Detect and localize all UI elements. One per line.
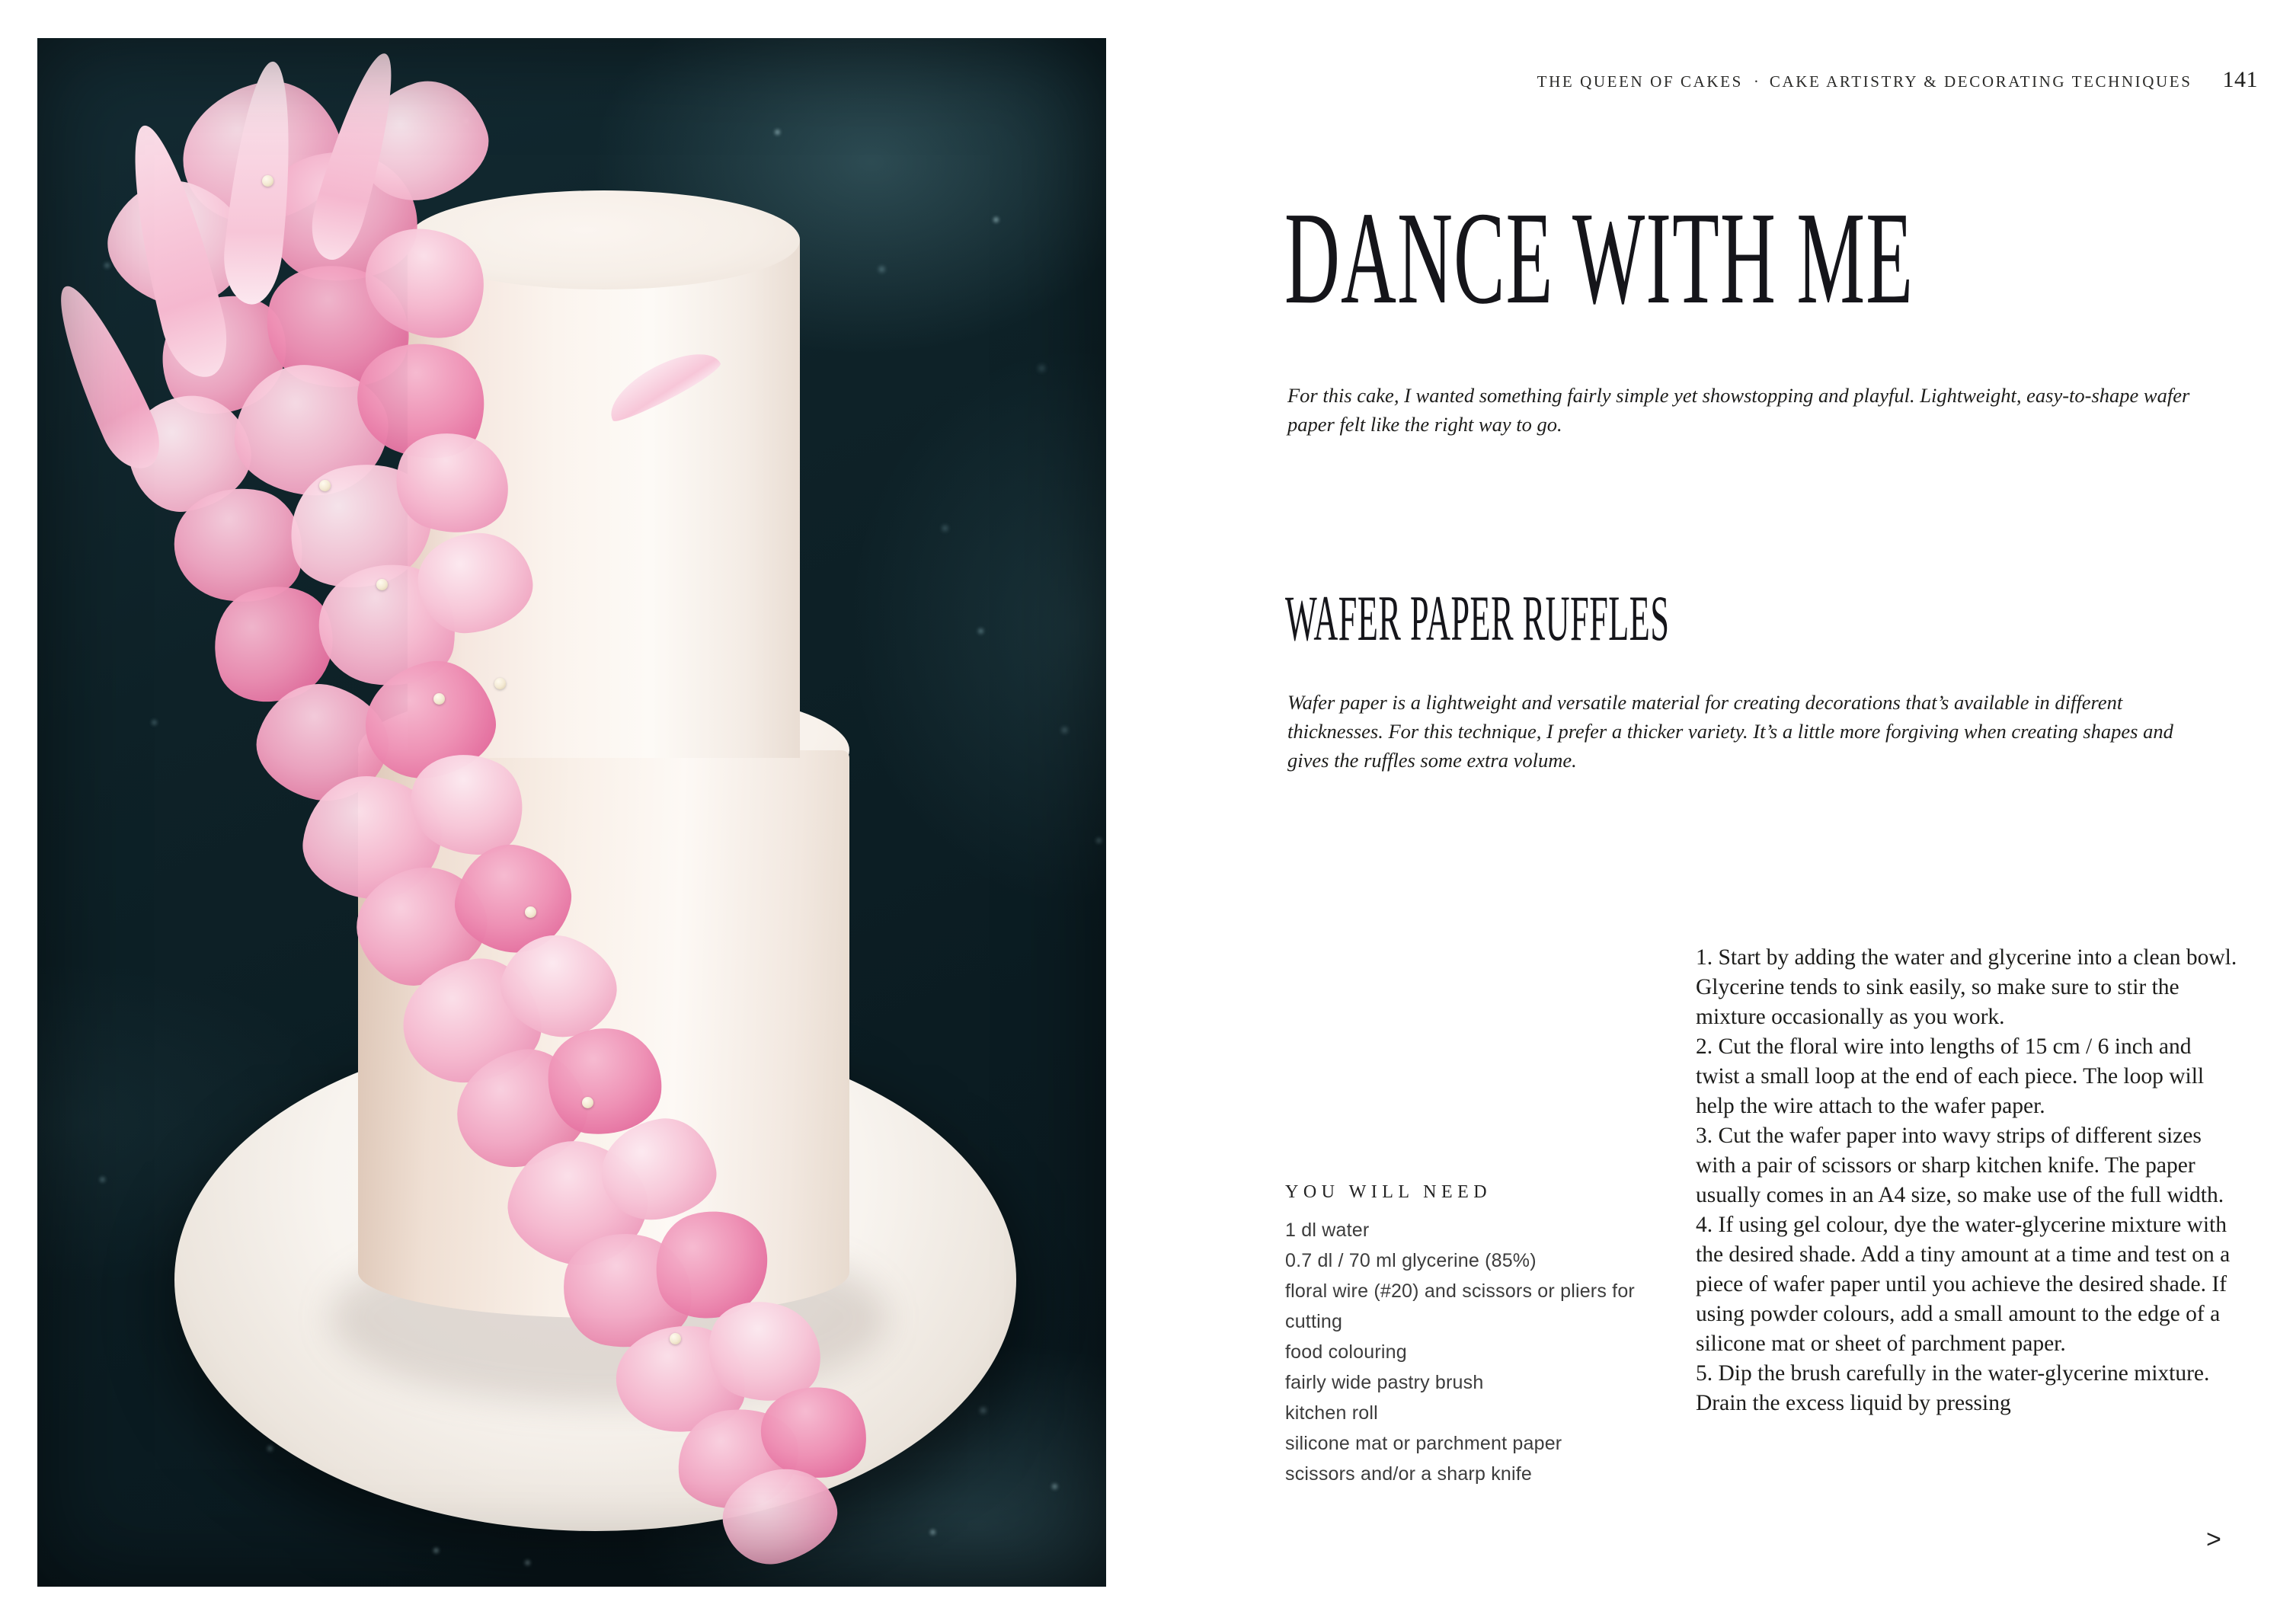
wafer-paper-ruffle — [230, 360, 393, 502]
wafer-paper-ruffle — [696, 1287, 835, 1417]
wafer-paper-ruffle — [497, 1128, 659, 1280]
sugar-pearl — [262, 175, 273, 187]
wafer-paper-ruffle — [121, 388, 257, 519]
wafer-paper-petal-spike — [114, 118, 237, 385]
wafer-paper-ruffle — [253, 250, 424, 405]
wafer-paper-ruffle — [383, 419, 523, 548]
sugar-pearl — [670, 1333, 681, 1344]
ingredient-item: scissors and/or a sharp knife — [1285, 1463, 1533, 1485]
wafer-paper-ruffle — [355, 651, 504, 788]
technique-heading — [1285, 583, 2024, 654]
instruction-step: 4. If using gel colour, dye the water-glycerine mixture with the desired shade. Add a tiny amount at a time and test on a piece of wafer paper until you achieve the desired shade. If using powder colours, add a small amount to the edge of a silicone mat or sheet of parchment paper. — [1696, 1213, 2231, 1356]
ingredient-item: floral wire (#20) and scissors or pliers for cutting — [1285, 1280, 1635, 1332]
wafer-paper-ruffle — [594, 1111, 722, 1227]
wafer-paper-ruffle — [93, 163, 264, 324]
ingredient-item: food colouring — [1285, 1341, 1407, 1363]
wafer-paper-ruffle — [257, 142, 427, 292]
ingredient-item: kitchen roll — [1285, 1402, 1378, 1424]
wafer-paper-petal-spike — [302, 46, 410, 265]
running-header-book-title: THE QUEEN OF CAKES — [1537, 72, 1743, 91]
wafer-paper-ruffle — [489, 921, 629, 1052]
running-header-section: CAKE ARTISTRY & DECORATING TECHNIQUES — [1769, 72, 2192, 91]
wafer-paper-ruffle — [671, 1401, 806, 1516]
wafer-paper-ruffle — [311, 554, 465, 695]
wafer-paper-ruffle — [197, 569, 350, 718]
sugar-pearl — [494, 678, 506, 689]
you-will-need-section — [1285, 1182, 1681, 1489]
technique-description: Wafer paper is a lightweight and versatile material for creating decorations that’s available in different thicknesses. For this technique, I prefer a thicker variety. It’s a little more forgiving when creating shapes and gives the ruffles some extra volume. — [1287, 691, 2173, 772]
wafer-paper-ruffle — [395, 735, 540, 872]
wafer-paper-ruffle — [714, 1458, 847, 1574]
running-header — [1287, 67, 2258, 93]
wafer-paper-ruffle — [297, 769, 448, 907]
wafer-paper-petal-spike — [41, 276, 171, 478]
instruction-step: 1. Start by adding the water and glycerine into a clean bowl. Glycerine tends to sink easily, so make sure to stir the mixture occasionally as you work. — [1696, 945, 2237, 1029]
ingredient-item: 1 dl water — [1285, 1220, 1370, 1241]
wafer-paper-ruffle — [343, 66, 501, 215]
wafer-paper-ruffle — [164, 475, 314, 614]
page-number: 141 — [2222, 67, 2258, 92]
instruction-step: 3. Cut the wafer paper into wavy strips of different sizes with a pair of scissors or sharp kitchen knife. The paper usually comes in an A4 size, so make use of the full width. — [1696, 1124, 2224, 1207]
wafer-paper-ruffle — [347, 205, 506, 358]
chapter-title-text: DANCE WITH ME — [1284, 184, 1914, 331]
wafer-paper-ruffle — [542, 1023, 667, 1141]
instruction-steps — [1696, 943, 2240, 1418]
ingredient-item: 0.7 dl / 70 ml glycerine (85%) — [1285, 1250, 1537, 1271]
sugar-pearl — [376, 579, 388, 590]
bokeh-speckles — [37, 38, 43, 43]
sugar-pearl — [582, 1097, 593, 1108]
wafer-paper-ruffle — [170, 69, 355, 236]
cake-bottom-tier — [358, 750, 849, 1318]
wafer-paper-ruffle — [445, 1038, 596, 1178]
cake-bottom-tier-rim — [358, 686, 849, 815]
cake-top-tier-surface — [408, 190, 800, 289]
wafer-paper-ruffle — [396, 952, 547, 1090]
sugar-pearl — [525, 906, 536, 918]
sugar-pearl — [319, 480, 331, 491]
technique-heading-text: WAFER PAPER RUFFLES — [1285, 583, 1670, 654]
instruction-step: 2. Cut the floral wire into lengths of 15 cm / 6 inch and twist a small loop at the end of each piece. The loop will help the wire attach to the wafer paper. — [1696, 1034, 2205, 1118]
wafer-paper-ruffle — [753, 1376, 876, 1488]
wafer-paper-ruffle — [276, 449, 446, 602]
cake-stand — [174, 1028, 1016, 1531]
wafer-paper-ruffle — [414, 529, 537, 638]
wafer-paper-ruffle — [245, 670, 401, 815]
wafer-paper-ruffle — [612, 1320, 750, 1437]
intro-paragraph: For this cake, I wanted something fairly simple yet showstopping and playful. Lightweight, easy-to-shape wafer paper felt like the right way to go. — [1287, 384, 2190, 436]
instruction-step: 5. Dip the brush carefully in the water-glycerine mixture. Drain the excess liquid by pressing — [1696, 1361, 2210, 1415]
sugar-pearl — [433, 693, 445, 705]
continuation-mark: > — [2206, 1525, 2221, 1554]
wafer-paper-ruffle — [341, 323, 504, 478]
wafer-paper-ruffle — [642, 1198, 780, 1331]
ingredients-list — [1285, 1215, 1681, 1489]
wafer-paper-ruffle — [344, 852, 500, 998]
wafer-paper-ruffle — [447, 836, 580, 962]
wafer-paper-ruffle — [554, 1223, 701, 1358]
ingredient-item: silicone mat or parchment paper — [1285, 1433, 1562, 1454]
cake-top-tier — [408, 240, 800, 758]
chapter-title — [1284, 184, 2293, 331]
wafer-paper-ruffle — [141, 275, 306, 433]
wafer-paper-petal-spike — [219, 59, 302, 307]
ingredient-item: fairly wide pastry brush — [1285, 1372, 1484, 1393]
wafer-paper-petal-spike — [600, 339, 724, 427]
cake-shadow — [331, 1230, 887, 1405]
you-will-need-heading: YOU WILL NEED — [1285, 1182, 1492, 1202]
cake-photo — [37, 38, 1106, 1587]
running-header-separator: · — [1753, 72, 1759, 91]
